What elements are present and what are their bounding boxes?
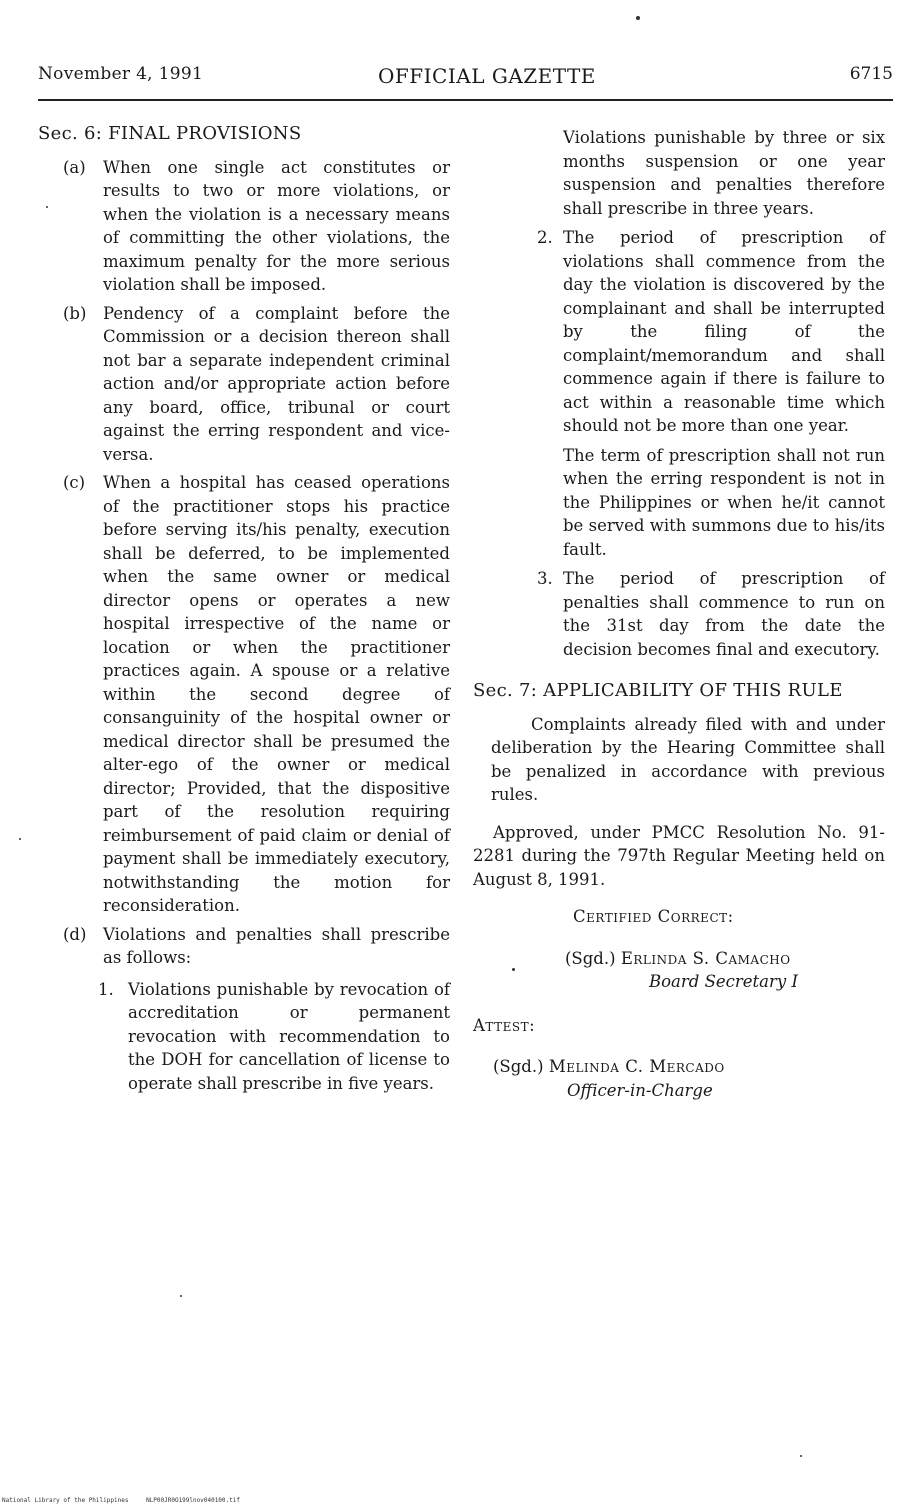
section-7-text: Complaints already filed with and under deliberation by the Hearing Committee shall be penalized in accordance with previous rules. — [491, 714, 885, 804]
certified-correct-label: Certified Correct: — [573, 907, 734, 926]
footer-library: National Library of the Philippines — [2, 1497, 129, 1504]
page-number: 6715 — [849, 64, 893, 84]
item-label: (c) — [63, 473, 86, 492]
provision-d-2-paragraph: The term of prescription shall not run when the erring respondent is not in the Philippines or when he/it cannot be served with summons due to his/its fault. — [563, 445, 885, 559]
header-rule — [38, 99, 893, 101]
signer-2 — [493, 1055, 885, 1079]
attest-label: Attest: — [473, 1015, 536, 1035]
signer-1-name: Erlinda S. Camacho — [620, 948, 791, 968]
footer-file: NLP00JR0O199lnov040100.tif — [146, 1497, 240, 1504]
provision-d-3 — [473, 567, 885, 661]
scan-speck — [180, 1295, 182, 1297]
signed-prefix: (Sgd.) — [565, 948, 616, 968]
approval-statement: Approved, under PMCC Resolution No. 91-2281 during the 797th Regular Meeting held on August 8, 1991. — [473, 822, 885, 889]
scan-speck — [46, 206, 48, 208]
scan-speck — [512, 968, 515, 971]
signer-2-name: Melinda C. Mercado — [548, 1057, 725, 1076]
provision-c — [38, 471, 450, 918]
item-label: 1. — [98, 979, 114, 999]
signature-block — [473, 905, 885, 1102]
section-6-heading: Sec. 6: FINAL PROVISIONS — [38, 123, 302, 144]
signer-1 — [565, 947, 885, 971]
signed-prefix: (Sgd.) — [493, 1057, 544, 1076]
provision-d-2 — [473, 226, 885, 438]
scan-footer — [2, 1497, 254, 1504]
header-title: OFFICIAL GAZETTE — [378, 64, 596, 88]
item-text: Pendency of a complaint before the Commission or a decision thereon shall not bar a separate independent criminal action and/or appropriate action before any board, office, tribunal or court against the erring respondent and vice-versa. — [103, 303, 450, 464]
signer-1-title: Board Secretary I — [649, 972, 798, 991]
left-column — [38, 122, 450, 1095]
item-text: When one single act constitutes or results to two or more violations, or when the violation is a necessary means of committing the other violations, the maximum penalty for the more serious violation shall be imposed. — [103, 157, 450, 294]
header-date: November 4, 1991 — [38, 64, 204, 84]
item-label: (d) — [63, 924, 87, 944]
item-text: The period of prescription of violations shall commence from the day the violation is discovered by the complainant and shall be interrupted by the filing of the complaint/memorandum and shall commence again if there is failure to act within a reasonable time which should not be more than one year. — [563, 228, 885, 435]
scan-speck — [800, 1455, 802, 1457]
provision-a — [38, 156, 450, 297]
right-column — [473, 126, 885, 1102]
item-text: The period of prescription of penalties shall commence to run on the 31st day from the date the decision becomes final and executory. — [563, 569, 885, 659]
item-text: Violations punishable by revocation of accreditation or permanent revocation with recommendation to the DOH for cancellation of license to operate shall prescribe in five years. — [128, 979, 450, 1093]
item-text: When a hospital has ceased operations of the practitioner stops his practice before serving its/his penalty, execution shall be deferred, to be implemented when the same owner or medical director opens or operates a new hospital irrespective of the name or location or when the practitioner practices again. A spouse or a relative within the second degree of consanguinity of the hospital owner or medical director shall be presumed the alter-ego of the owner or medical director; Provided, that the dispositive part of the resolution requiring reimbursement of paid claim or denial of payment shall be immediately executory, notwithstanding the motion for reconsideration. — [103, 473, 450, 915]
item-label: 2. — [537, 228, 553, 247]
scan-speck — [19, 838, 21, 840]
item-label: (b) — [63, 303, 87, 323]
item-label: (a) — [63, 157, 86, 177]
provision-d — [38, 923, 450, 970]
provision-d-1 — [38, 978, 450, 1096]
item-text: Violations and penalties shall prescribe as follows: — [103, 924, 450, 967]
scan-speck — [636, 16, 640, 20]
provision-b — [38, 302, 450, 467]
page-header — [38, 64, 893, 92]
signer-2-title: Officer-in-Charge — [567, 1080, 713, 1100]
item-label: 3. — [537, 569, 553, 588]
section-7-heading: Sec. 7: APPLICABILITY OF THIS RULE — [473, 680, 843, 701]
provision-d-continued: Violations punishable by three or six months suspension or one year suspension and penalties therefore shall prescribe in three years. — [563, 128, 885, 218]
